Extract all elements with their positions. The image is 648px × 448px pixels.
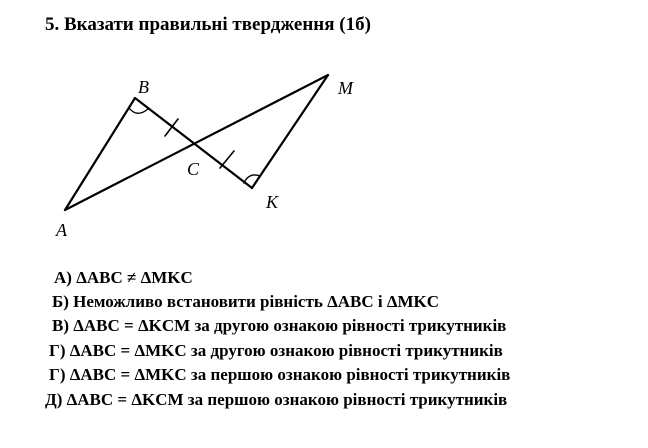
segment-am: [65, 75, 328, 210]
answer-option-v: В) ΔABC = ΔKCM за другою ознакою рівності трикутників: [52, 316, 507, 335]
question-title: 5. Вказати правильні твердження (1б): [45, 14, 371, 35]
label-point-a: A: [56, 220, 67, 240]
label-point-k: K: [266, 192, 279, 212]
tick-mark-ck: [220, 151, 234, 168]
answer-option-d: Д) ΔABC = ΔKCM за першою ознакою рівності трикутників: [45, 390, 508, 409]
segment-km: [252, 75, 328, 188]
answer-option-g2: Г) ΔABC = ΔMKC за першою ознакою рівності трикутників: [49, 365, 511, 384]
answer-option-g1: Г) ΔABC = ΔMKC за другою ознакою рівності трикутників: [49, 341, 503, 360]
answer-option-a: А) ΔABC ≠ ΔMKC: [54, 268, 193, 287]
angle-arc-b: [129, 108, 148, 113]
label-point-m: M: [338, 78, 353, 98]
answer-option-b: Б) Неможливо встановити рівність ΔABC і ΔMKC: [52, 292, 440, 311]
label-point-b: B: [138, 77, 149, 97]
label-point-c: C: [187, 159, 200, 179]
